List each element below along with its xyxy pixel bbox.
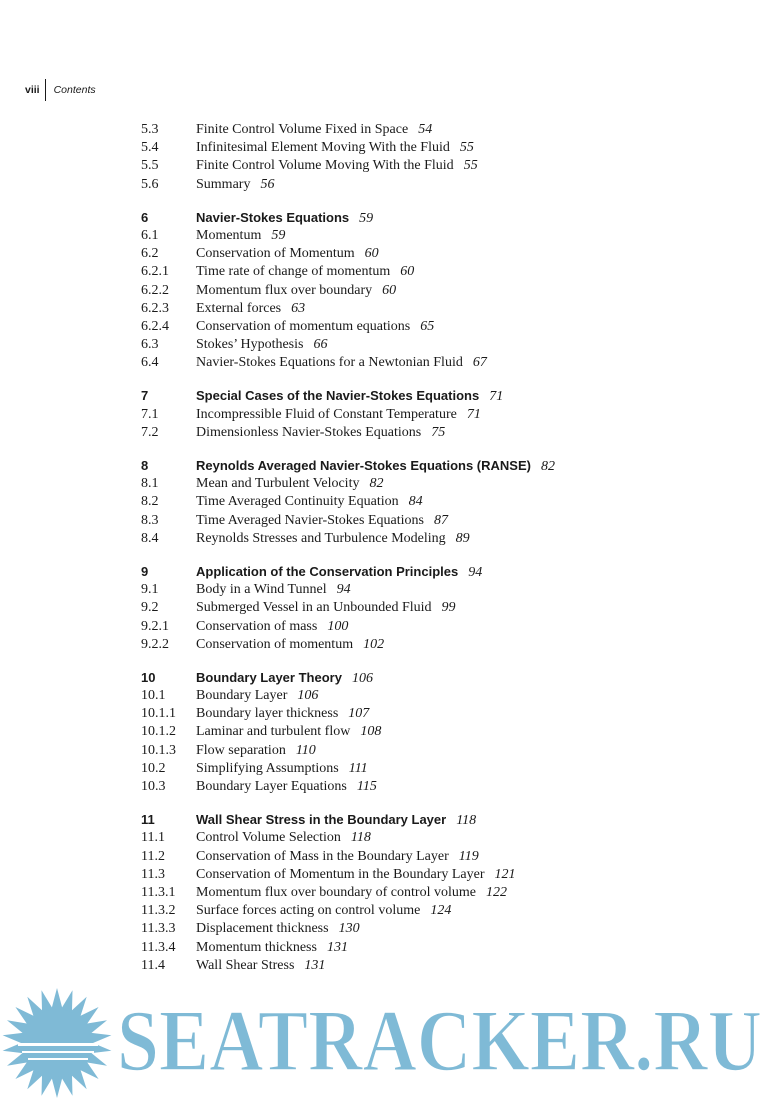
entry-page-number: 67	[472, 355, 487, 371]
horizon-line	[18, 1043, 98, 1046]
entry-page-number: 94	[336, 582, 351, 598]
entry-number: 10.1	[141, 688, 166, 704]
entry-title: Momentum flux over boundary of control volume	[196, 884, 476, 900]
toc-chapter-heading	[141, 387, 761, 405]
entry-page-number: 108	[360, 724, 382, 740]
entry-page-number: 63	[291, 300, 306, 316]
toc-entry	[141, 687, 761, 705]
toc-entry	[141, 512, 761, 530]
entry-page-number: 130	[338, 921, 360, 937]
entry-number: 9.2.1	[141, 618, 169, 634]
toc-entry	[141, 884, 761, 902]
entry-title: Conservation of momentum equations	[196, 318, 411, 334]
toc-entry	[141, 636, 761, 654]
toc-entry	[141, 300, 761, 318]
entry-title: Incompressible Fluid of Constant Temperature	[196, 406, 457, 422]
toc-section	[141, 811, 761, 975]
entry-number: 7.2	[141, 424, 159, 440]
wave-line-2	[28, 1058, 88, 1060]
entry-title: Laminar and turbulent flow	[196, 724, 351, 740]
entry-number: 11.2	[141, 848, 165, 864]
entry-title: Displacement thickness	[196, 921, 329, 937]
entry-title: Stokes’ Hypothesis	[196, 337, 304, 353]
entry-title: Flow separation	[196, 742, 286, 758]
entry-number: 6	[141, 209, 149, 225]
entry-page-number: 75	[431, 424, 446, 440]
page-folio: viii	[25, 84, 40, 96]
entry-title: Finite Control Volume Fixed in Space	[196, 122, 409, 137]
entry-page-number: 87	[433, 512, 448, 528]
toc-entry	[141, 227, 761, 245]
entry-title: Time Averaged Navier-Stokes Equations	[196, 512, 424, 528]
entry-title: Momentum	[196, 227, 262, 243]
entry-number: 5.6	[141, 176, 159, 192]
entry-page-number: 106	[297, 688, 319, 704]
toc-entry	[141, 829, 761, 847]
toc-entry	[141, 406, 761, 424]
entry-title: Conservation of Momentum	[196, 246, 355, 262]
entry-number: 8.2	[141, 494, 159, 510]
wave-line-1	[22, 1051, 94, 1053]
entry-number: 11.4	[141, 957, 165, 973]
entry-page-number: 56	[260, 176, 275, 192]
entry-number: 6.2	[141, 246, 159, 262]
entry-page-number: 122	[485, 884, 507, 900]
entry-number: 9.2.2	[141, 636, 169, 652]
entry-number: 9.1	[141, 582, 159, 598]
entry-number: 8	[141, 458, 149, 473]
entry-page-number: 111	[348, 760, 368, 776]
entry-title: Control Volume Selection	[196, 830, 341, 846]
entry-title: Summary	[196, 176, 251, 192]
entry-title: Time Averaged Continuity Equation	[196, 494, 399, 510]
entry-number: 7	[141, 388, 149, 404]
entry-number: 6.2.3	[141, 300, 169, 316]
entry-page-number: 94	[468, 564, 483, 580]
entry-title: External forces	[196, 300, 282, 316]
toc-chapter-heading	[141, 669, 761, 687]
entry-number: 6.2.1	[141, 264, 169, 280]
toc-entry	[141, 957, 761, 975]
entry-title: Special Cases of the Navier-Stokes Equations	[196, 388, 480, 404]
toc-entry	[141, 705, 761, 723]
entry-page-number: 107	[348, 706, 370, 722]
entry-page-number: 124	[430, 903, 452, 919]
toc-entry	[141, 318, 761, 336]
entry-title: Dimensionless Navier-Stokes Equations	[196, 424, 422, 440]
toc-entry	[141, 139, 761, 157]
entry-title: Time rate of change of momentum	[196, 264, 391, 280]
entry-title: Mean and Turbulent Velocity	[196, 476, 360, 492]
entry-number: 10	[141, 669, 156, 685]
entry-title: Navier-Stokes Equations	[196, 209, 350, 225]
toc-entry	[141, 939, 761, 957]
entry-page-number: 115	[356, 779, 377, 794]
entry-page-number: 71	[489, 389, 504, 405]
entry-page-number: 118	[456, 813, 477, 829]
entry-number: 10.1.1	[141, 706, 176, 722]
toc-entry	[141, 493, 761, 511]
sun-icon	[3, 988, 112, 1098]
entry-page-number: 119	[458, 848, 479, 864]
entry-page-number: 110	[295, 742, 316, 758]
entry-number: 6.2.4	[141, 318, 169, 334]
toc-entry	[141, 778, 761, 796]
entry-number: 9	[141, 563, 149, 579]
toc-section	[141, 387, 761, 442]
entry-page-number: 60	[400, 264, 415, 280]
entry-title: Application of the Conservation Principles	[196, 563, 459, 579]
entry-number: 5.5	[141, 158, 159, 174]
entry-title: Momentum thickness	[196, 939, 317, 955]
entry-number: 11.3.1	[141, 884, 176, 900]
entry-title: Wall Shear Stress	[196, 957, 295, 973]
entry-number: 6.3	[141, 337, 159, 353]
toc-entry	[141, 866, 761, 884]
entry-title: Boundary layer thickness	[196, 706, 339, 722]
entry-number: 9.2	[141, 600, 159, 616]
toc-section	[141, 121, 761, 194]
entry-number: 5.3	[141, 122, 159, 137]
entry-number: 10.1.2	[141, 724, 176, 740]
entry-page-number: 102	[363, 636, 385, 652]
toc-section	[141, 457, 761, 548]
entry-page-number: 54	[418, 122, 433, 137]
entry-title: Finite Control Volume Moving With the Fluid	[196, 158, 454, 174]
entry-title: Body in a Wind Tunnel	[196, 582, 327, 598]
entry-title: Boundary Layer Theory	[196, 669, 342, 685]
entry-page-number: 60	[364, 246, 379, 262]
watermark-logo	[0, 985, 770, 1101]
toc-chapter-heading	[141, 209, 761, 227]
entry-page-number: 82	[540, 459, 555, 474]
entry-page-number: 121	[494, 866, 516, 882]
toc-entry	[141, 354, 761, 372]
entry-number: 10.1.3	[141, 742, 176, 758]
entry-number: 6.4	[141, 355, 159, 371]
entry-number: 8.4	[141, 530, 159, 546]
entry-title: Boundary Layer	[196, 688, 288, 704]
toc-entry	[141, 282, 761, 300]
entry-page-number: 82	[369, 476, 384, 492]
toc-section	[141, 669, 761, 796]
toc-entry	[141, 121, 761, 139]
toc-entry	[141, 530, 761, 548]
entry-title: Conservation of Momentum in the Boundary Layer	[196, 866, 485, 882]
entry-number: 11.3	[141, 866, 165, 882]
entry-page-number: 65	[420, 318, 435, 334]
watermark-text: SEATRACKER.RU	[117, 993, 762, 1090]
toc-entry	[141, 599, 761, 617]
entry-number: 5.4	[141, 140, 159, 156]
entry-title: Momentum flux over boundary	[196, 282, 373, 298]
entry-page-number: 55	[463, 158, 478, 174]
entry-page-number: 89	[455, 530, 470, 546]
section-title: Contents	[53, 84, 96, 96]
entry-title: Infinitesimal Element Moving With the Fluid	[196, 140, 450, 156]
entry-number: 6.2.2	[141, 282, 169, 298]
toc-entry	[141, 424, 761, 442]
entry-page-number: 100	[327, 618, 349, 634]
entry-title: Conservation of momentum	[196, 636, 354, 652]
toc-chapter-heading	[141, 811, 761, 829]
entry-title: Boundary Layer Equations	[196, 779, 347, 794]
entry-page-number: 60	[382, 282, 397, 298]
entry-page-number: 131	[304, 957, 326, 973]
toc-entry	[141, 336, 761, 354]
entry-number: 11.3.2	[141, 903, 176, 919]
entry-page-number: 84	[408, 494, 423, 510]
entry-number: 6.1	[141, 227, 159, 243]
table-of-contents	[141, 121, 761, 990]
toc-chapter-heading	[141, 563, 761, 581]
entry-title: Simplifying Assumptions	[196, 760, 339, 776]
entry-page-number: 131	[326, 939, 348, 955]
entry-title: Surface forces acting on control volume	[196, 903, 421, 919]
entry-number: 11.1	[141, 830, 165, 846]
toc-entry	[141, 760, 761, 778]
toc-entry	[141, 176, 761, 194]
entry-title: Submerged Vessel in an Unbounded Fluid	[196, 600, 432, 616]
entry-number: 8.3	[141, 512, 159, 528]
toc-section	[141, 209, 761, 373]
entry-number: 10.2	[141, 760, 166, 776]
entry-page-number: 66	[313, 337, 328, 353]
entry-title: Reynolds Stresses and Turbulence Modeling	[196, 530, 446, 546]
entry-number: 11.3.3	[141, 921, 176, 937]
running-head	[25, 79, 96, 101]
entry-title: Conservation of mass	[196, 618, 318, 634]
entry-number: 11	[141, 812, 155, 828]
entry-page-number: 55	[459, 140, 474, 156]
entry-title: Conservation of Mass in the Boundary Layer	[196, 848, 449, 864]
toc-chapter-heading	[141, 457, 761, 475]
toc-entry	[141, 920, 761, 938]
entry-number: 8.1	[141, 476, 159, 492]
toc-entry	[141, 245, 761, 263]
toc-entry	[141, 848, 761, 866]
toc-entry	[141, 475, 761, 493]
entry-page-number: 106	[351, 670, 373, 686]
entry-page-number: 59	[359, 210, 374, 226]
toc-section	[141, 563, 761, 654]
toc-entry	[141, 723, 761, 741]
entry-number: 7.1	[141, 406, 159, 422]
entry-number: 10.3	[141, 779, 166, 794]
toc-entry	[141, 742, 761, 760]
entry-title: Navier-Stokes Equations for a Newtonian Fluid	[196, 355, 463, 371]
toc-entry	[141, 581, 761, 599]
toc-entry	[141, 263, 761, 281]
entry-title: Reynolds Averaged Navier-Stokes Equations (RANSE)	[196, 458, 531, 473]
entry-page-number: 118	[350, 830, 371, 846]
toc-entry	[141, 902, 761, 920]
entry-page-number: 59	[271, 227, 286, 243]
entry-page-number: 71	[466, 406, 481, 422]
entry-number: 11.3.4	[141, 939, 176, 955]
toc-entry	[141, 157, 761, 175]
entry-title: Wall Shear Stress in the Boundary Layer	[196, 812, 447, 828]
entry-page-number: 99	[441, 600, 456, 616]
toc-entry	[141, 618, 761, 636]
